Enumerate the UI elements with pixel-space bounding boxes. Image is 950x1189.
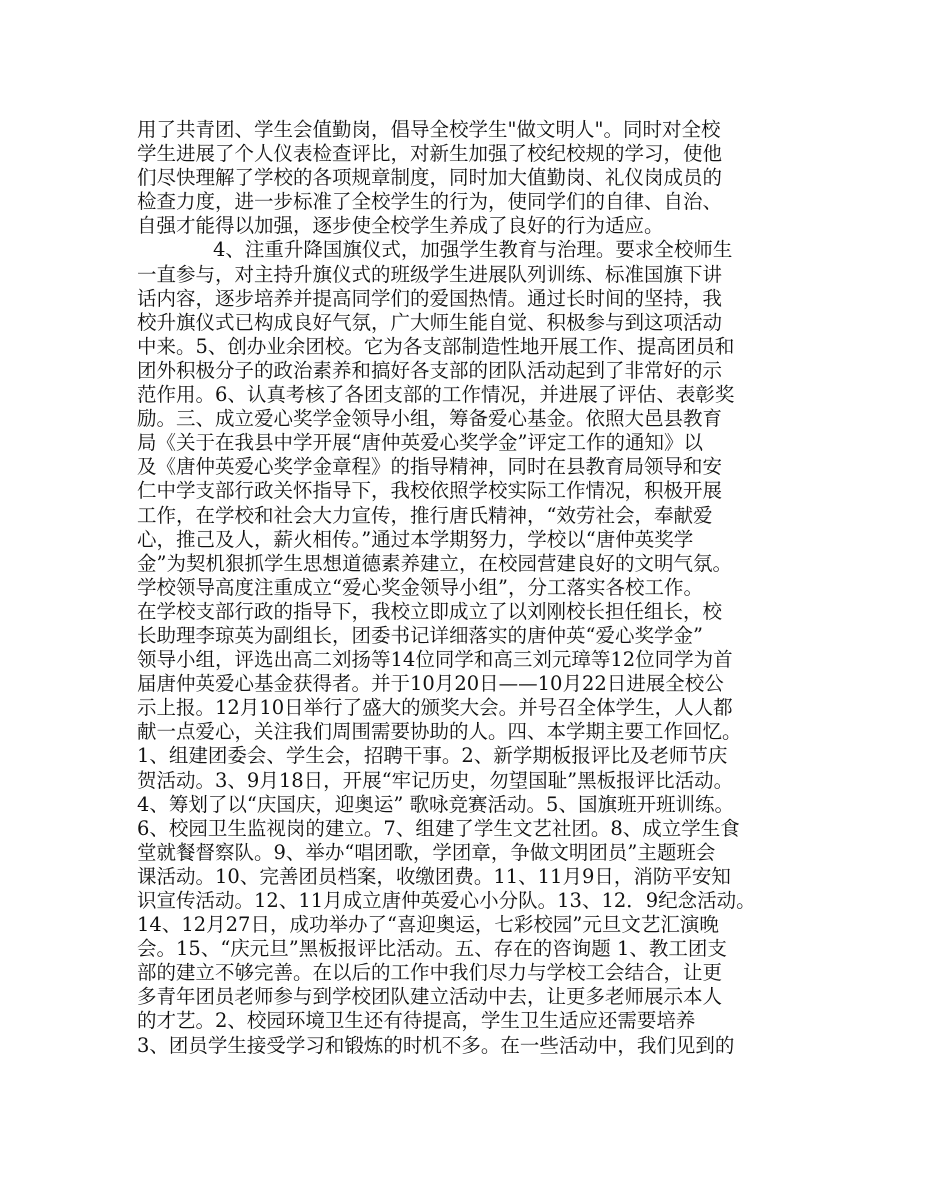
text-line: 3、团员学生接受学习和锻炼的时机不多。在一些活动中，我们见到的 [137, 1033, 735, 1057]
text-line: 励。三、成立爱心奖学金领导小组，筹备爱心基金。依照大邑县教育 [137, 407, 723, 431]
text-line: 工作，在学校和社会大力宣传，推行唐氏精神，“效劳社会，奉献爱 [137, 503, 713, 527]
text-line: 14、12月27日，成功举办了“喜迎奥运，七彩校园”元旦文艺汇演晚 [137, 913, 719, 937]
text-line: 示上报。12月10日举行了盛大的颁奖大会。并号召全体学生，人人都 [137, 696, 733, 720]
text-line: 长助理李琼英为副组长，团委书记详细落实的唐仲英“爱心奖学金” [137, 623, 703, 647]
text-line: 识宣传活动。12、11月成立唐仲英爱心小分队。13、12．9纪念活动。 [137, 889, 756, 912]
text-line: 1、组建团委会、学生会，招聘干事。2、新学期板报评比及老师节庆 [137, 744, 728, 768]
text-line: 多青年团员老师参与到学校团队建立活动中去，让更多老师展示本人 [137, 985, 723, 1009]
text-line: 在学校支部行政的指导下，我校立即成立了以刘刚校长担任组长，校 [137, 599, 723, 623]
text-line: 课活动。10、完善团员档案，收缴团费。11、11月9日，消防平安知 [137, 864, 731, 888]
text-line: 用了共青团、学生会值勤岗，倡导全校学生"做文明人"。同时对全校 [137, 118, 721, 141]
text-line: 金”为契机狠抓学生思想道德素养建立，在校园营建良好的文明气氛。 [137, 551, 732, 575]
text-line: 仁中学支部行政关怀指导下，我校依照学校实际工作情况，积极开展 [137, 479, 723, 503]
text-line: 部的建立不够完善。在以后的工作中我们尽力与学校工会结合，让更 [137, 961, 723, 985]
text-line: 领导小组，评选出高二刘扬等14位同学和高三刘元璋等12位同学为首 [137, 648, 733, 672]
text-line: 会。15、“庆元旦”黑板报评比活动。五、存在的咨询题 1、教工团支 [137, 937, 727, 961]
text-line: 范作用。6、认真考核了各团支部的工作情况，并进展了评估、表彰奖 [137, 383, 735, 407]
text-line: 及《唐仲英爱心奖学金章程》的指导精神，同时在县教育局领导和安 [137, 455, 723, 479]
text-line: 检查力度，进一步标准了全校学生的行为，使同学们的自律、自治、 [137, 190, 723, 214]
text-line: 团外积极分子的政治素养和搞好各支部的团队活动起到了非常好的示 [137, 358, 723, 382]
text-line: 话内容，逐步培养并提高同学们的爱国热情。通过长时间的坚持，我 [137, 286, 723, 310]
text-line: 心，推己及人，薪火相传。”通过本学期努力，学校以“唐仲英奖学 [137, 527, 694, 551]
text-line: 局《关于在我县中学开展“唐仲英爱心奖学金”评定工作的通知》以 [137, 431, 703, 455]
text-line: 4、筹划了以“庆国庆，迎奥运” 歌咏竞赛活动。5、国旗班开班训练。 [137, 792, 734, 816]
text-line: 学校领导高度注重成立“爱心奖金领导小组”，分工落实各校工作。 [137, 575, 703, 599]
text-line: 6、校园卫生监视岗的建立。7、组建了学生文艺社团。8、成立学生食 [137, 816, 740, 840]
text-line: 贺活动。3、9月18日，开展“牢记历史，勿望国耻”黑板报评比活动。 [137, 768, 734, 792]
text-line: 们尽快理解了学校的各项规章制度，同时加大值勤岗、礼仪岗成员的 [137, 166, 723, 190]
text-line: 校升旗仪式已构成良好气氛，广大师生能自觉、积极参与到这项活动 [137, 310, 723, 334]
text-line: 4、注重升降国旗仪式，加强学生教育与治理。要求全校师生 [213, 238, 733, 262]
body-text [137, 118, 827, 1058]
text-line: 堂就餐督察队。9、举办“唱团歌，学团章，争做文明团员”主题班会 [137, 840, 716, 864]
text-line: 的才艺。2、校园环境卫生还有待提高，学生卫生适应还需要培养 [137, 1009, 696, 1033]
text-line: 学生进展了个人仪表检查评比，对新生加强了校纪校规的学习，使他 [137, 142, 723, 166]
text-line: 中来。5、创办业余团校。它为各支部制造性地开展工作、提高团员和 [137, 334, 735, 358]
text-line: 自强才能得以加强，逐步使全校学生养成了良好的行为适应。 [137, 214, 664, 238]
text-line: 献一点爱心，关注我们周围需要协助的人。四、本学期主要工作回忆。 [137, 720, 742, 744]
text-line: 届唐仲英爱心基金获得者。并于10月20日——10月22日进展全校公 [137, 672, 724, 696]
text-line: 一直参与，对主持升旗仪式的班级学生进展队列训练、标准国旗下讲 [137, 262, 723, 286]
